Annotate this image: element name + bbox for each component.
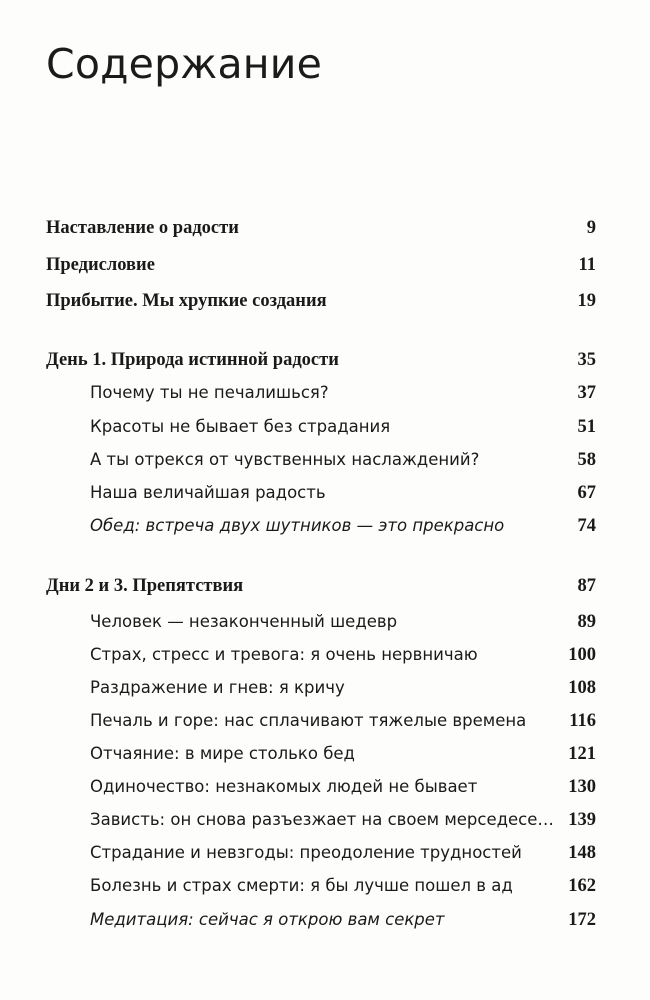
toc-subentry (90, 910, 596, 940)
toc-subentry-page: 130 (568, 777, 596, 797)
toc-subentry-label: Страх, стресс и тревога: я очень нервничаю (90, 645, 478, 664)
toc-subentry-page: 100 (568, 645, 596, 665)
toc-subentry-page: 51 (577, 417, 596, 437)
toc-subentry-label: Одиночество: незнакомых людей не бывает (90, 777, 478, 796)
toc-subentry-label: Печаль и горе: нас сплачивают тяжелые времена (90, 711, 527, 730)
toc-subentry-label: Человек — незаконченный шедевр (90, 612, 398, 631)
toc-subentry (90, 450, 596, 480)
toc-section-page: 87 (577, 576, 596, 596)
toc-section-label: День 1. Природа истинной радости (46, 350, 339, 370)
toc-subentry-page: 108 (568, 678, 596, 698)
toc-subentry (90, 678, 596, 708)
toc-subentry (90, 516, 596, 546)
toc-subentry-label: Раздражение и гнев: я кричу (90, 678, 345, 697)
toc-subentry (90, 843, 596, 873)
toc-subentry (90, 612, 596, 642)
toc-subentry-page: 74 (577, 516, 596, 536)
toc-subentry (90, 383, 596, 413)
toc-subentry-page: 121 (568, 744, 596, 764)
toc-subentry (90, 810, 596, 840)
toc-entry (46, 218, 596, 248)
toc-entry-label: Предисловие (46, 255, 155, 275)
toc-entry-label: Наставление о радости (46, 218, 239, 238)
toc-subentry-label: Зависть: он снова разъезжает на своем мерседесе… (90, 810, 554, 829)
page-title: Содержание (46, 40, 323, 88)
toc-entry (46, 255, 596, 285)
toc-subentry-label: Отчаяние: в мире столько бед (90, 744, 355, 763)
toc-section-heading (46, 350, 596, 380)
toc-subentry (90, 645, 596, 675)
toc-entry (46, 291, 596, 321)
toc-subentry-label: А ты отрекся от чувственных наслаждений? (90, 450, 480, 469)
toc-subentry-page: 148 (568, 843, 596, 863)
toc-subentry-page: 162 (568, 876, 596, 896)
toc-subentry-label: Страдание и невзгоды: преодоление трудностей (90, 843, 522, 862)
toc-subentry-label: Почему ты не печалишься? (90, 383, 329, 402)
toc-subentry-page: 58 (577, 450, 596, 470)
toc-section-heading (46, 576, 596, 606)
toc-subentry-label: Медитация: сейчас я открою вам секрет (90, 910, 445, 929)
toc-subentry-label: Наша величайшая радость (90, 483, 326, 502)
toc-subentry (90, 711, 596, 741)
toc-subentry (90, 744, 596, 774)
toc-subentry (90, 417, 596, 447)
toc-subentry-page: 37 (577, 383, 596, 403)
toc-entry-page: 9 (586, 218, 596, 238)
toc-subentry (90, 876, 596, 906)
toc-subentry-label: Обед: встреча двух шутников — это прекрасно (90, 516, 505, 535)
toc-section-label: Дни 2 и 3. Препятствия (46, 576, 244, 596)
toc-subentry (90, 777, 596, 807)
toc-subentry-page: 89 (577, 612, 596, 632)
toc-subentry-label: Болезнь и страх смерти: я бы лучше пошел в ад (90, 876, 513, 895)
toc-entry-label: Прибытие. Мы хрупкие создания (46, 291, 327, 311)
toc-entry-page: 19 (577, 291, 596, 311)
toc-subentry-page: 116 (569, 711, 596, 731)
toc-subentry (90, 483, 596, 513)
toc-subentry-page: 139 (568, 810, 596, 830)
toc-subentry-page: 172 (568, 910, 596, 930)
toc-entry-page: 11 (578, 255, 596, 275)
toc-subentry-page: 67 (577, 483, 596, 503)
toc-section-page: 35 (577, 350, 596, 370)
toc-subentry-label: Красоты не бывает без страдания (90, 417, 391, 436)
